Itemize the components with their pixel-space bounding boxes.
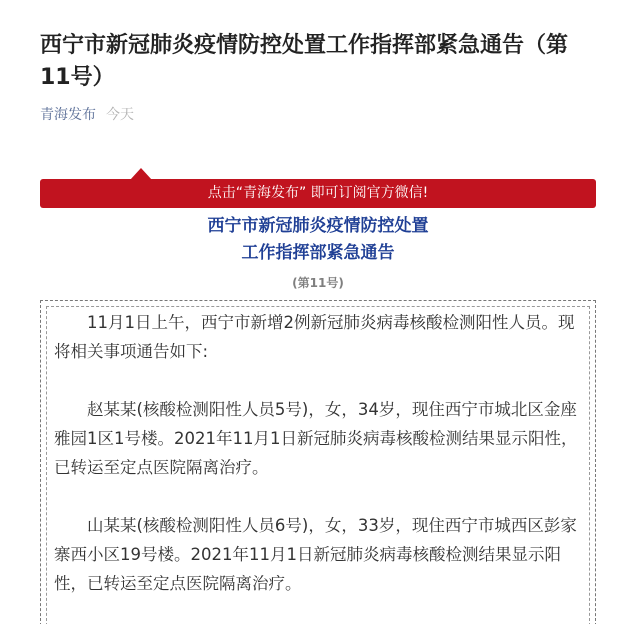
article-title: 西宁市新冠肺炎疫情防控处置工作指挥部紧急通告（第11号）	[40, 33, 569, 90]
notice-body	[54, 308, 584, 598]
subscribe-banner-wrap	[40, 168, 596, 208]
paragraph-case-5: 赵某某(核酸检测阳性人员5号)，女，34岁，现住西宁市城北区金座雅园1区1号楼。2021年11月1日新冠肺炎病毒核酸检测结果显示阳性，已转运至定点医院隔离治疗。	[54, 400, 578, 477]
paragraph-intro: 11月1日上午，西宁市新增2例新冠肺炎病毒核酸检测阳性人员。现将相关事项通告如下:	[54, 313, 575, 361]
paragraph-case-6: 山某某(核酸检测阳性人员6号)，女，33岁，现住西宁市城西区彭家寨西小区19号楼。2021年11月1日新冠肺炎病毒核酸检测结果显示阳性，已转运至定点医院隔离治疗。	[54, 516, 577, 593]
subscribe-banner[interactable]: 点击“青海发布” 即可订阅官方微信!	[40, 179, 596, 208]
article-meta	[40, 104, 134, 126]
author-link[interactable]: 青海发布	[40, 107, 96, 123]
notice-number: (第11号)	[292, 276, 344, 290]
notice-title-line-2: 工作指挥部紧急通告	[241, 243, 395, 263]
publish-date: 今天	[106, 107, 134, 123]
notice-title	[40, 213, 596, 267]
notice-title-line-1: 西宁市新冠肺炎疫情防控处置	[207, 216, 429, 236]
